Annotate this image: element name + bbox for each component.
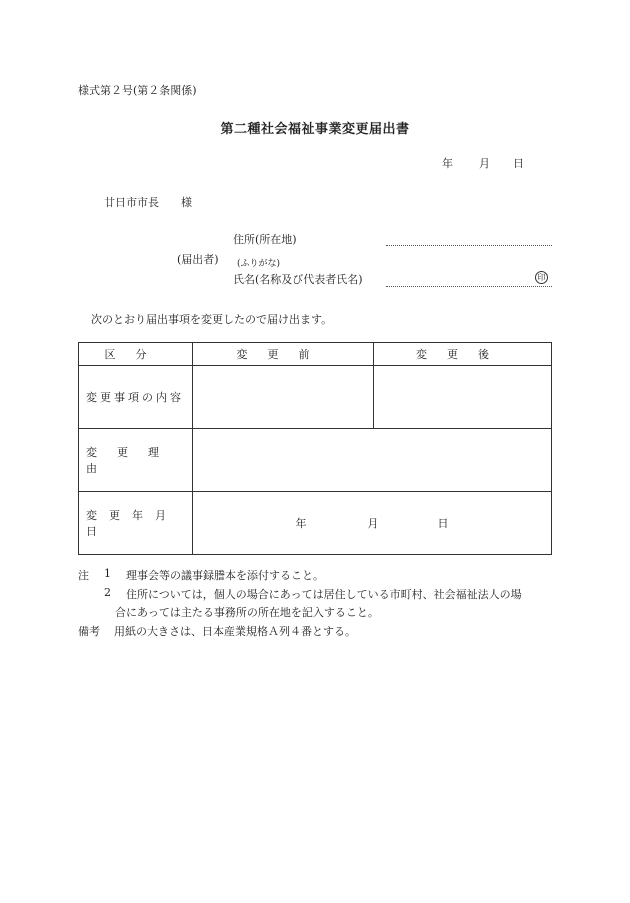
reason-field[interactable] [193, 429, 552, 492]
table-row [79, 366, 552, 429]
change-date-month: 月 [367, 517, 379, 530]
header-after: 変更後 [374, 343, 552, 366]
change-date-day: 日 [437, 517, 449, 530]
note-1-number: 1 [104, 567, 111, 580]
header-before: 変更前 [193, 343, 374, 366]
change-table [78, 342, 552, 555]
address-field[interactable] [386, 245, 552, 246]
table-row [79, 429, 552, 492]
name-label: 氏名(名称及び代表者氏名) [233, 273, 363, 286]
change-date-year: 年 [295, 517, 307, 530]
notes-prefix: 注 [78, 569, 89, 582]
remark-text: 用紙の大きさは、日本産業規格Ａ列４番とする。 [114, 625, 356, 638]
addressee: 廿日市市長 様 [104, 196, 192, 209]
row-label-reason: 変更理由 [79, 429, 193, 492]
change-date-field[interactable] [193, 492, 552, 555]
date-year-label: 年 [442, 157, 453, 170]
table-row [79, 492, 552, 555]
header-category: 区分 [79, 343, 193, 366]
table-header-row [79, 343, 552, 366]
row-label-date: 変更年月日 [79, 492, 193, 555]
date-day-label: 日 [513, 157, 524, 170]
date-month-label: 月 [479, 157, 490, 170]
intro-text: 次のとおり届出事項を変更したので届け出ます。 [91, 313, 333, 326]
name-field[interactable] [386, 286, 552, 287]
note-1-text: 理事会等の議事録謄本を添付すること。 [126, 569, 324, 582]
note-2-text-line2: 合にあっては主たる事務所の所在地を記入すること。 [115, 606, 379, 619]
page-title: 第二種社会福祉事業変更届出書 [220, 122, 410, 137]
content-after-field[interactable] [374, 366, 552, 429]
remark-label: 備考 [78, 625, 100, 638]
furigana-label: (ふりがな) [237, 259, 281, 269]
note-2-text-line1: 住所については，個人の場合にあっては居住している市町村、社会福祉法人の場 [126, 588, 522, 601]
address-label: 住所(所在地) [233, 233, 297, 246]
seal-icon: 印 [535, 271, 548, 284]
applicant-label: (届出者) [177, 253, 219, 266]
row-label-content: 変更事項の内容 [79, 366, 193, 429]
content-before-field[interactable] [193, 366, 374, 429]
form-number: 様式第２号(第２条関係) [78, 84, 197, 97]
note-2-number: 2 [104, 586, 111, 599]
